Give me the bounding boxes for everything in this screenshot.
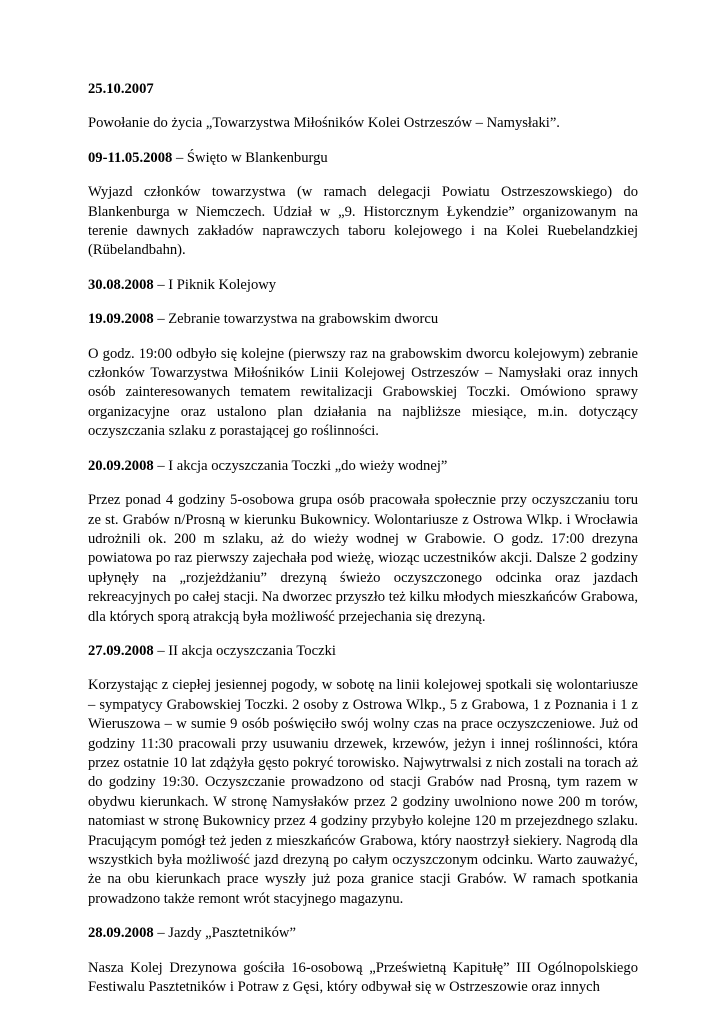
entry-date: 09-11.05.2008 (88, 149, 173, 166)
entry-date: 20.09.2008 (88, 457, 154, 474)
entry-title: – Święto w Blankenburgu (172, 149, 328, 166)
entry-paragraph: Wyjazd członków towarzystwa (w ramach delegacji Powiatu Ostrzeszowskiego) do Blankenburga w Niemczech. Udział w „9. Historcznym Łykendzie” organizowanym na terenie dawnych zakładów naprawczych taboru kolejowego i na Kolei Ruebelandzkiej (Rübelandbahn). (88, 184, 638, 259)
entry-heading (88, 149, 638, 168)
entry-paragraph: Powołanie do życia „Towarzystwa Miłośników Kolei Ostrzeszów – Namysłaki”. (88, 115, 560, 132)
entry-heading (88, 276, 638, 295)
entry-date: 19.09.2008 (88, 311, 154, 328)
entry-title: – Jazdy „Pasztetników” (153, 925, 296, 942)
entry-paragraph: O godz. 19:00 odbyło się kolejne (pierwszy raz na grabowskim dworcu kolejowym) zebranie członków Towarzystwa Miłośników Linii Kolejowej Ostrzeszów – Namysłaki oraz innych osób zainteresowanych tematem rewitalizacji Grabowskiej Toczki. Omówiono sprawy organizacyjne oraz ustalono plan działania na najbliższe miesiące, m.in. dotyczący oczyszczania szlaku z porastającej go roślinności. (88, 345, 638, 440)
entry-date: 30.08.2008 (88, 276, 154, 293)
entry-paragraph: Nasza Kolej Drezynowa gościła 16-osobową „Prześwietną Kapitułę” III Ogólnopolskiego Festiwalu Pasztetników i Potraw z Gęsi, który odbywał się w Ostrzeszowie oraz innych (88, 959, 638, 996)
entry-paragraph: Korzystając z ciepłej jesiennej pogody, w sobotę na linii kolejowej spotkali się wolontariusze – sympatycy Grabowskiej Toczki. 2 osoby z Ostrowa Wlkp., 5 z Grabowa, 1 z Poznania i 1 z Wieruszowa – w sumie 9 osób poświęciło swój wolny czas na prace oczyszczeniowe. Już od godziny 11:30 pracowali przy usuwaniu drzewek, krzewów, jeżyn i innej roślinności, która przez ostatnie 10 lat zdążyła gęsto pokryć torowisko. Najwytrwalsi z nich zostali na torach aż do godziny 19:30. Oczyszczanie prowadzono od stacji Grabów nad Prosną, tym razem w obydwu kierunkach. W stronę Namysłaków przez 2 godziny uwolniono nowe 200 m torów, natomiast w stronę Bukownicy przez 4 godziny przybyło kolejne 120 m przejezdnego szlaku. Pracującym pomógł też jeden z mieszkańców Grabowa, który naostrzył siekiery. Nagrodą dla wszystkich była możliwość jazd drezyną po całym oczyszczonym odcinku. Warto zauważyć, że na obu kierunkach prace wyszły już poza granice stacji Grabów. W ramach spotkania prowadzono także remont wrót stacyjnego magazynu. (88, 677, 638, 907)
entry-date: 28.09.2008 (88, 925, 154, 942)
entry-date: 25.10.2007 (88, 81, 154, 97)
document-page (88, 80, 638, 1012)
entry-date: 27.09.2008 (88, 642, 154, 659)
entry-title: – Zebranie towarzystwa na grabowskim dworcu (153, 311, 439, 328)
entry-title: – I Piknik Kolejowy (153, 276, 277, 293)
entry-heading (88, 642, 638, 661)
entry-heading (88, 924, 638, 943)
entry-title: – II akcja oczyszczania Toczki (153, 642, 336, 659)
entry-heading (88, 457, 638, 476)
entry-paragraph: Przez ponad 4 godziny 5-osobowa grupa osób pracowała społecznie przy oczyszczaniu toru ze st. Grabów n/Prosną w kierunku Bukownicy. Wolontariusze z Ostrowa Wlkp. i Wrocławia udrożnili ok. 200 m szlaku, aż do wieży wodnej w Grabowie. O godz. 17:00 drezyna powiatowa po raz pierwszy zajechała pod wieżę, wioząc uczestników akcji. Dalsze 2 godziny upłynęły na „rozjeżdżaniu” drezyną świeżo oczyszczonego odcinka oraz jazdach rekreacyjnych po całej stacji. Na dworzec przyszło też kilku młodych mieszkańców Grabowa, dla których sporą atrakcją była możliwość przejechania się drezyną. (88, 492, 638, 625)
entry-heading (88, 80, 638, 99)
entry-title: – I akcja oczyszczania Toczki „do wieży wodnej” (153, 457, 448, 474)
entry-heading (88, 310, 638, 329)
